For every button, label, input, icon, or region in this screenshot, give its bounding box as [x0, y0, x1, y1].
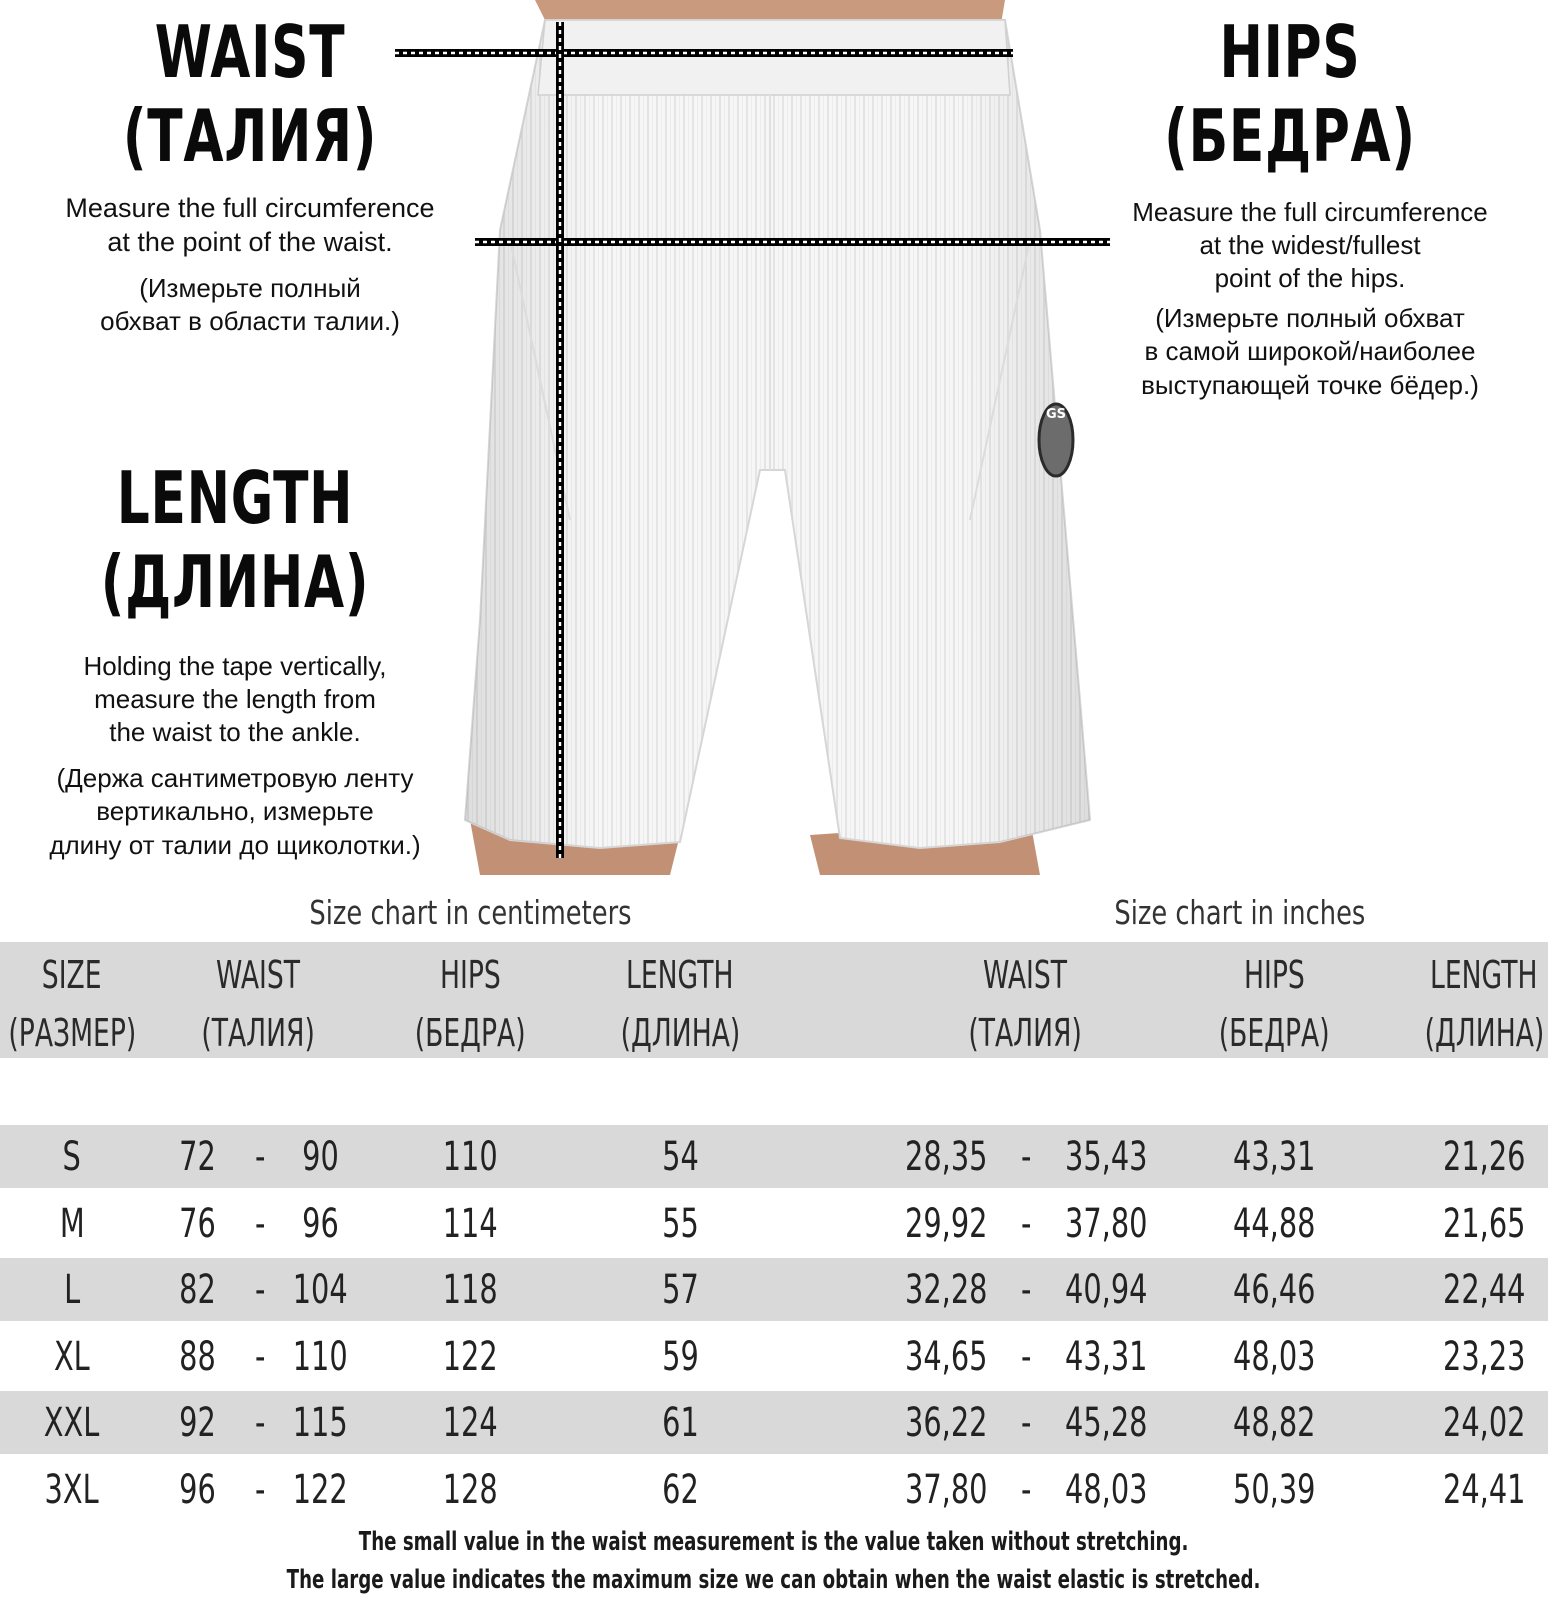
cell-value: -: [1020, 1134, 1032, 1180]
hips-title-ru: (БЕДРА): [1164, 94, 1416, 178]
cell-size: [2, 1400, 142, 1446]
header-text: (ДЛИНА): [1424, 1011, 1544, 1055]
cell-value: -: [254, 1134, 266, 1180]
cell-waist-cm-max: [250, 1200, 390, 1247]
cell-value: -: [1020, 1267, 1032, 1313]
hips-desc-ru-line: (Измерьте полный обхват: [1155, 303, 1465, 333]
hips-description-ru: [1075, 302, 1545, 402]
cell-value: 43,31: [1232, 1134, 1316, 1180]
cell-value: L: [63, 1267, 81, 1313]
cell-value: 122: [442, 1333, 498, 1380]
cell-value: S: [62, 1134, 82, 1180]
hips-desc-ru-line: в самой широкой/наиболее: [1144, 336, 1476, 367]
size-chart-cm-title: [230, 893, 710, 932]
cell-waist-in-max: [1036, 1134, 1176, 1180]
cell-value: 37,80: [1064, 1200, 1148, 1247]
cell-value: -: [1020, 1466, 1032, 1513]
cell-size: [2, 1333, 142, 1380]
cell-hips-cm: [400, 1200, 540, 1247]
hips-description: [1075, 196, 1545, 295]
cell-size: [2, 1466, 142, 1513]
length-desc-line: Holding the tape vertically,: [83, 651, 387, 681]
length-desc-line: the waist to the ankle.: [109, 717, 361, 748]
header-waist-in-ru: [915, 1004, 1135, 1062]
cell-value: 128: [442, 1466, 498, 1513]
header-text: LENGTH: [626, 953, 734, 997]
cell-hips-in: [1204, 1466, 1344, 1513]
waist-description: [20, 192, 480, 260]
cell-value: 46,46: [1232, 1267, 1316, 1313]
cell-value: 114: [442, 1200, 498, 1247]
header-text: (БЕДРА): [1218, 1011, 1330, 1055]
cell-value: 21,65: [1442, 1200, 1526, 1247]
cell-length-cm: [610, 1134, 750, 1180]
logo-text: GS: [1045, 407, 1067, 422]
waist-description-ru: [20, 272, 480, 339]
cell-value: 40,94: [1064, 1267, 1148, 1313]
cell-value: 118: [442, 1267, 498, 1313]
cell-value: 43,31: [1064, 1333, 1148, 1380]
size-chart-in-title-text: Size chart in inches: [1114, 893, 1366, 932]
cell-value: 48,82: [1232, 1400, 1316, 1446]
length-description: [10, 650, 460, 749]
waist-title-ru: (ТАЛИЯ): [122, 94, 378, 178]
cell-value: 124: [442, 1400, 498, 1446]
cell-value: 104: [292, 1267, 348, 1313]
cell-value: 28,35: [904, 1134, 988, 1180]
cell-hips-in: [1204, 1267, 1344, 1313]
header-length-cm: [570, 946, 790, 1004]
cell-value: 37,80: [904, 1466, 988, 1513]
header-waist-in: [915, 946, 1135, 1004]
waist-desc-ru-line: (Измерьте полный: [139, 273, 361, 303]
cell-value: 76: [178, 1200, 216, 1247]
header-hips-in: [1164, 946, 1384, 1004]
waist-desc-line: at the point of the waist.: [107, 226, 393, 257]
cell-value: 110: [292, 1333, 348, 1380]
cell-waist-cm-max: [250, 1333, 390, 1380]
header-text: (БЕДРА): [414, 1011, 526, 1055]
footnote-text: The large value indicates the maximum size we can obtain when the waist elastic is stretched.: [287, 1565, 1261, 1595]
cell-value: 35,43: [1064, 1134, 1148, 1180]
cell-value: 72: [178, 1134, 216, 1180]
cell-length-cm: [610, 1466, 750, 1513]
cell-value: 45,28: [1064, 1400, 1148, 1446]
header-text: HIPS: [1243, 953, 1305, 997]
waist-title: WAIST: [154, 10, 346, 94]
cell-value: 48,03: [1064, 1466, 1148, 1513]
cell-waist-cm-max: [250, 1134, 390, 1180]
header-text: WAIST: [982, 953, 1068, 997]
cell-value: 90: [301, 1134, 339, 1180]
header-hips-in-ru: [1164, 1004, 1384, 1062]
cell-value: 82: [178, 1267, 216, 1313]
header-text: HIPS: [439, 953, 501, 997]
cell-value: -: [254, 1200, 266, 1247]
cell-waist-in-max: [1036, 1466, 1176, 1513]
length-desc-line: measure the length from: [94, 684, 376, 715]
cell-value: 3XL: [44, 1466, 100, 1513]
header-hips-cm: [360, 946, 580, 1004]
cell-waist-in-max: [1036, 1200, 1176, 1247]
cell-waist-in-max: [1036, 1400, 1176, 1446]
footnote-line-1: [0, 1527, 1548, 1557]
cell-length-cm: [610, 1333, 750, 1380]
cell-size: [2, 1200, 142, 1247]
cell-value: -: [254, 1400, 266, 1446]
cell-value: -: [1020, 1333, 1032, 1380]
cell-length-in: [1414, 1200, 1548, 1247]
cell-waist-cm-max: [250, 1400, 390, 1446]
cell-length-cm: [610, 1267, 750, 1313]
cell-value: 24,02: [1442, 1400, 1526, 1446]
cell-hips-cm: [400, 1400, 540, 1446]
footnote-line-2: [0, 1565, 1548, 1595]
waist-desc-ru-line: обхват в области талии.): [100, 306, 400, 337]
cell-hips-cm: [400, 1466, 540, 1513]
header-text: (РАЗМЕР): [8, 1011, 136, 1055]
cell-value: 21,26: [1442, 1134, 1526, 1180]
cell-value: 55: [661, 1200, 699, 1247]
hips-title: HIPS: [1219, 10, 1361, 94]
header-hips-cm-ru: [360, 1004, 580, 1062]
cell-size: [2, 1267, 142, 1313]
cell-value: 50,39: [1232, 1466, 1316, 1513]
cell-length-cm: [610, 1400, 750, 1446]
cell-length-in: [1414, 1134, 1548, 1180]
header-waist-cm: [148, 946, 368, 1004]
cell-value: 29,92: [904, 1200, 988, 1247]
cell-value: XL: [54, 1333, 90, 1380]
cell-waist-in-max: [1036, 1333, 1176, 1380]
size-chart-in-title: [1000, 893, 1480, 932]
hips-desc-line: Measure the full circumference: [1132, 197, 1488, 227]
header-text: SIZE: [42, 953, 102, 997]
length-title: LENGTH: [116, 456, 354, 540]
length-title-ru: (ДЛИНА): [100, 540, 370, 624]
hips-desc-line: point of the hips.: [1214, 263, 1406, 294]
cell-value: M: [59, 1200, 85, 1247]
header-text: (ДЛИНА): [620, 1011, 740, 1055]
cell-value: 115: [292, 1400, 348, 1446]
cell-value: 122: [292, 1466, 348, 1513]
header-text: (ТАЛИЯ): [201, 1011, 315, 1055]
waist-desc-line: Measure the full circumference: [65, 193, 435, 223]
cell-value: 36,22: [904, 1400, 988, 1446]
header-text: LENGTH: [1430, 953, 1538, 997]
cell-length-in: [1414, 1466, 1548, 1513]
cell-value: 61: [661, 1400, 699, 1446]
header-text: (ТАЛИЯ): [968, 1011, 1082, 1055]
length-desc-ru-line: вертикально, измерьте: [96, 796, 374, 827]
cell-length-in: [1414, 1267, 1548, 1313]
cell-value: 32,28: [904, 1267, 988, 1313]
cell-size: [2, 1134, 142, 1180]
cell-hips-cm: [400, 1134, 540, 1180]
length-desc-ru-line: длину от талии до щиколотки.): [49, 829, 421, 860]
cell-value: -: [254, 1333, 266, 1380]
cell-value: 44,88: [1232, 1200, 1316, 1247]
header-text: WAIST: [215, 953, 301, 997]
cell-hips-in: [1204, 1134, 1344, 1180]
header-length-cm-ru: [570, 1004, 790, 1062]
cell-value: 57: [661, 1267, 699, 1313]
length-desc-ru-line: (Держа сантиметровую ленту: [56, 763, 414, 793]
cell-value: 110: [442, 1134, 498, 1180]
cell-value: 23,23: [1442, 1333, 1526, 1380]
hips-desc-line: at the widest/fullest: [1199, 230, 1421, 261]
cell-hips-cm: [400, 1267, 540, 1313]
cell-hips-in: [1204, 1400, 1344, 1446]
header-length-in: [1374, 946, 1548, 1004]
cell-value: -: [254, 1466, 266, 1513]
cell-value: 24,41: [1442, 1466, 1526, 1513]
header-waist-cm-ru: [148, 1004, 368, 1062]
cell-value: 59: [661, 1333, 699, 1380]
cell-hips-in: [1204, 1333, 1344, 1380]
cell-value: 88: [178, 1333, 216, 1380]
cell-hips-cm: [400, 1333, 540, 1380]
cell-length-in: [1414, 1400, 1548, 1446]
size-chart-cm-title-text: Size chart in centimeters: [308, 893, 632, 932]
cell-value: 96: [178, 1466, 216, 1513]
cell-waist-cm-max: [250, 1466, 390, 1513]
cell-hips-in: [1204, 1200, 1344, 1247]
length-description-ru: [10, 762, 460, 862]
cell-waist-cm-max: [250, 1267, 390, 1313]
hips-desc-ru-line: выступающей точке бёдер.): [1141, 369, 1479, 400]
footnote-text: The small value in the waist measurement is the value taken without stretching.: [359, 1527, 1189, 1557]
cell-length-cm: [610, 1200, 750, 1247]
cell-value: 54: [661, 1134, 699, 1180]
cell-value: -: [1020, 1400, 1032, 1446]
cell-value: 96: [301, 1200, 339, 1247]
cell-value: -: [1020, 1200, 1032, 1247]
cell-value: XXL: [44, 1400, 100, 1446]
cell-value: -: [254, 1267, 266, 1313]
cell-value: 22,44: [1442, 1267, 1526, 1313]
cell-value: 62: [661, 1466, 699, 1513]
cell-length-in: [1414, 1333, 1548, 1380]
cell-value: 92: [178, 1400, 216, 1446]
cell-value: 48,03: [1232, 1333, 1316, 1380]
cell-waist-in-max: [1036, 1267, 1176, 1313]
header-length-in-ru: [1374, 1004, 1548, 1062]
cell-value: 34,65: [904, 1333, 988, 1380]
